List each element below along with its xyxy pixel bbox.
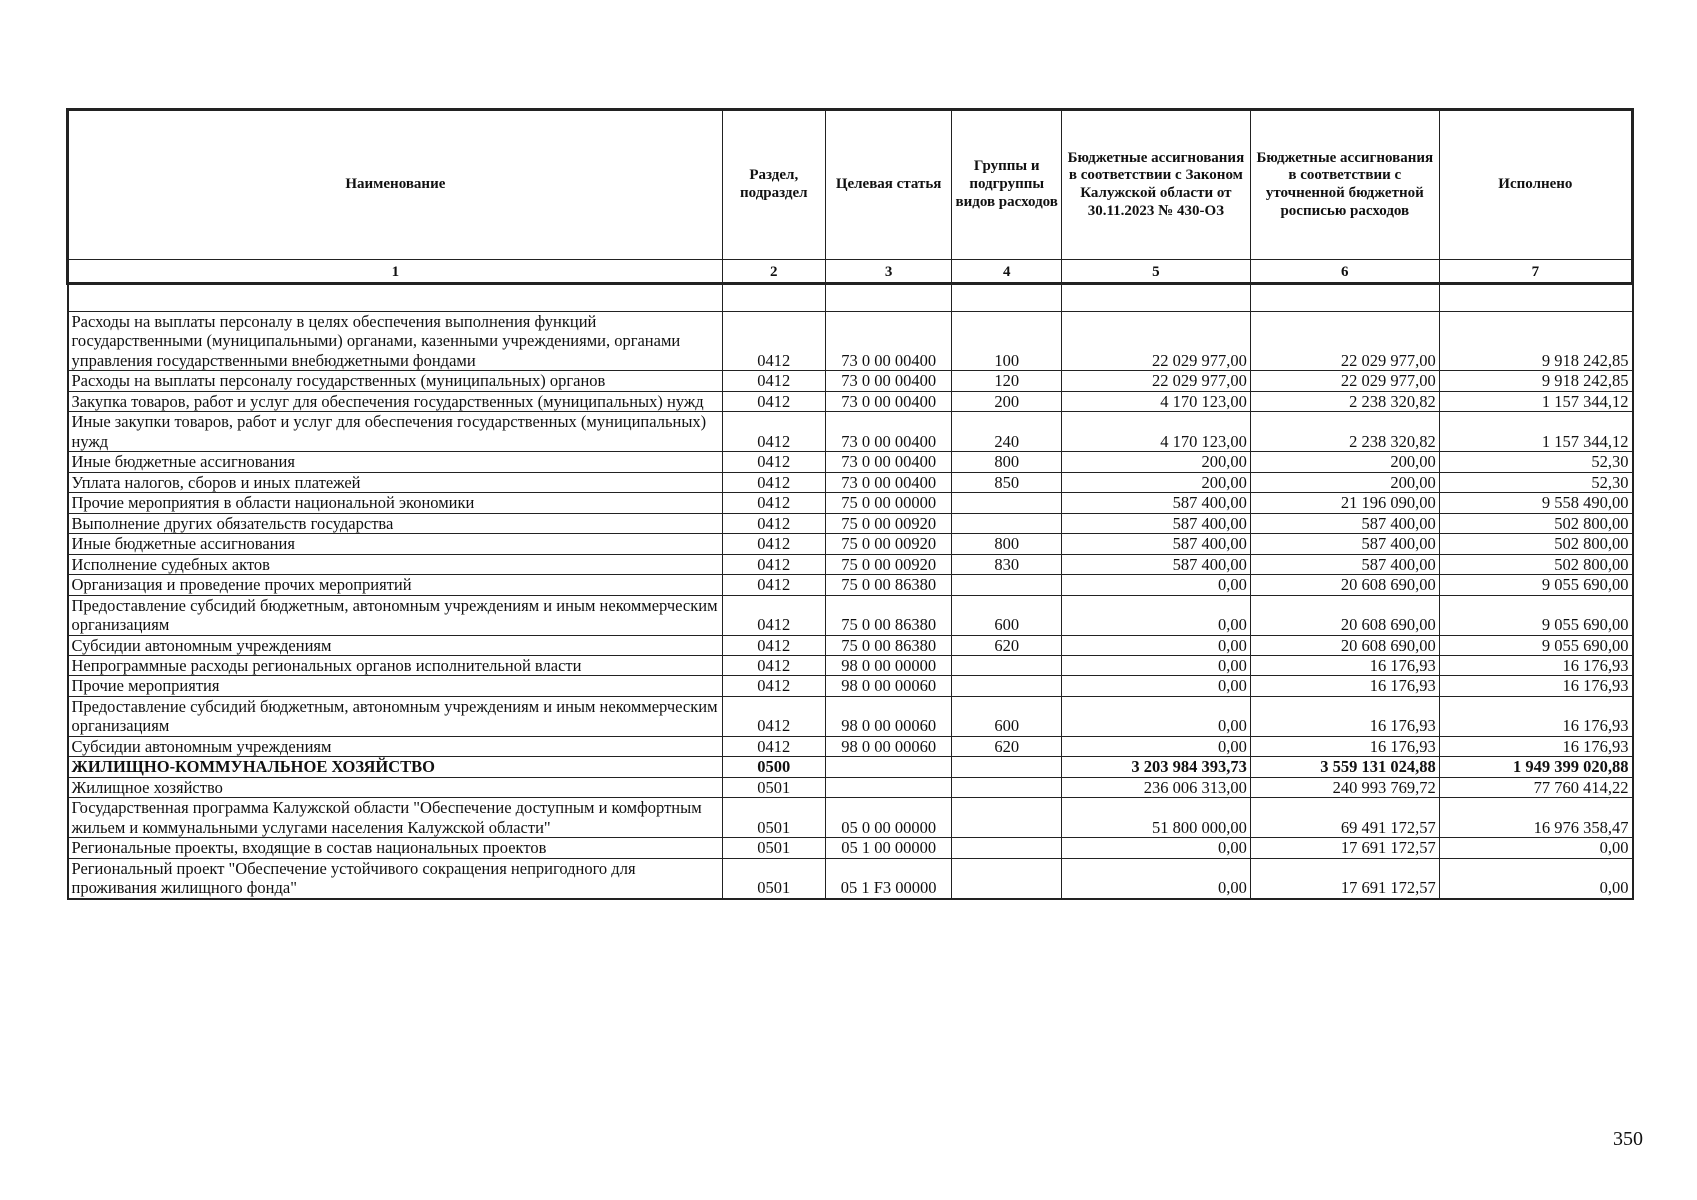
row-expense-group [952, 858, 1061, 898]
row-target-article: 75 0 00 86380 [825, 575, 952, 595]
row-name: Субсидии автономным учреждениям [68, 736, 723, 756]
table-row [68, 493, 1633, 513]
row-executed-amount: 9 918 242,85 [1439, 312, 1632, 371]
row-name: Предоставление субсидий бюджетным, автономным учреждениям и иным некоммерческим организациям [68, 595, 723, 635]
row-executed-amount: 16 176,93 [1439, 736, 1632, 756]
table-row [68, 534, 1633, 554]
row-expense-group [952, 676, 1061, 696]
row-law-amount: 3 203 984 393,73 [1061, 757, 1250, 777]
row-refined-amount: 22 029 977,00 [1250, 312, 1439, 371]
row-law-amount: 200,00 [1061, 452, 1250, 472]
row-section: 0412 [722, 412, 825, 452]
row-expense-group [952, 838, 1061, 858]
table-row [68, 757, 1633, 777]
row-expense-group: 120 [952, 371, 1061, 391]
row-expense-group: 850 [952, 472, 1061, 492]
row-refined-amount: 16 176,93 [1250, 676, 1439, 696]
row-target-article [825, 757, 952, 777]
row-section: 0412 [722, 736, 825, 756]
row-section: 0412 [722, 493, 825, 513]
row-law-amount: 587 400,00 [1061, 554, 1250, 574]
row-target-article: 98 0 00 00060 [825, 676, 952, 696]
row-target-article: 75 0 00 00920 [825, 513, 952, 533]
table-row [68, 798, 1633, 838]
row-executed-amount: 502 800,00 [1439, 513, 1632, 533]
row-executed-amount: 0,00 [1439, 838, 1632, 858]
row-target-article: 75 0 00 86380 [825, 635, 952, 655]
row-refined-amount: 20 608 690,00 [1250, 575, 1439, 595]
row-name: Расходы на выплаты персоналу государственных (муниципальных) органов [68, 371, 723, 391]
column-number: 5 [1061, 260, 1250, 284]
row-executed-amount: 1 949 399 020,88 [1439, 757, 1632, 777]
row-refined-amount: 16 176,93 [1250, 655, 1439, 675]
row-law-amount: 587 400,00 [1061, 513, 1250, 533]
row-executed-amount: 9 055 690,00 [1439, 595, 1632, 635]
row-section: 0412 [722, 513, 825, 533]
row-refined-amount: 22 029 977,00 [1250, 371, 1439, 391]
header-expense-groups: Группы и подгруппы видов расходов [952, 110, 1061, 260]
row-law-amount: 0,00 [1061, 575, 1250, 595]
row-executed-amount: 9 558 490,00 [1439, 493, 1632, 513]
row-name: Организация и проведение прочих мероприятий [68, 575, 723, 595]
row-executed-amount: 52,30 [1439, 472, 1632, 492]
row-expense-group: 100 [952, 312, 1061, 371]
row-expense-group [952, 493, 1061, 513]
row-executed-amount: 16 176,93 [1439, 676, 1632, 696]
row-section: 0412 [722, 655, 825, 675]
table-row [68, 635, 1633, 655]
row-expense-group [952, 655, 1061, 675]
row-refined-amount: 17 691 172,57 [1250, 838, 1439, 858]
row-executed-amount: 9 055 690,00 [1439, 635, 1632, 655]
row-refined-amount: 2 238 320,82 [1250, 412, 1439, 452]
row-law-amount: 22 029 977,00 [1061, 312, 1250, 371]
row-section: 0412 [722, 676, 825, 696]
row-refined-amount: 69 491 172,57 [1250, 798, 1439, 838]
row-executed-amount: 1 157 344,12 [1439, 391, 1632, 411]
row-target-article: 75 0 00 86380 [825, 595, 952, 635]
row-executed-amount: 77 760 414,22 [1439, 777, 1632, 797]
table-row [68, 696, 1633, 736]
table-row [68, 858, 1633, 898]
header-executed: Исполнено [1439, 110, 1632, 260]
table-row [68, 575, 1633, 595]
row-refined-amount: 200,00 [1250, 452, 1439, 472]
row-law-amount: 22 029 977,00 [1061, 371, 1250, 391]
row-law-amount: 236 006 313,00 [1061, 777, 1250, 797]
row-law-amount: 0,00 [1061, 676, 1250, 696]
row-law-amount: 200,00 [1061, 472, 1250, 492]
row-law-amount: 587 400,00 [1061, 534, 1250, 554]
row-expense-group: 600 [952, 696, 1061, 736]
row-law-amount: 0,00 [1061, 595, 1250, 635]
row-name: ЖИЛИЩНО-КОММУНАЛЬНОЕ ХОЗЯЙСТВО [68, 757, 723, 777]
row-section: 0412 [722, 595, 825, 635]
row-section: 0412 [722, 312, 825, 371]
row-target-article: 73 0 00 00400 [825, 391, 952, 411]
row-law-amount: 51 800 000,00 [1061, 798, 1250, 838]
row-name: Государственная программа Калужской области "Обеспечение доступным и комфортным жильем и коммунальными услугами населения Калужской области" [68, 798, 723, 838]
table-row [68, 312, 1633, 371]
row-section: 0501 [722, 798, 825, 838]
row-name: Непрограммные расходы региональных органов исполнительной власти [68, 655, 723, 675]
row-expense-group [952, 777, 1061, 797]
table-row [68, 452, 1633, 472]
column-number: 6 [1250, 260, 1439, 284]
row-executed-amount: 502 800,00 [1439, 534, 1632, 554]
row-expense-group: 620 [952, 635, 1061, 655]
row-section: 0412 [722, 635, 825, 655]
row-target-article: 75 0 00 00000 [825, 493, 952, 513]
row-target-article: 98 0 00 00060 [825, 736, 952, 756]
row-section: 0412 [722, 371, 825, 391]
row-law-amount: 587 400,00 [1061, 493, 1250, 513]
header-name: Наименование [68, 110, 723, 260]
row-name: Расходы на выплаты персоналу в целях обеспечения выполнения функций государственными (муниципальными) органами, казенными учреждениями, органами управления государственными внебюджетными фондами [68, 312, 723, 371]
row-law-amount: 0,00 [1061, 655, 1250, 675]
row-target-article: 73 0 00 00400 [825, 472, 952, 492]
row-target-article: 75 0 00 00920 [825, 534, 952, 554]
row-refined-amount: 20 608 690,00 [1250, 595, 1439, 635]
row-expense-group: 800 [952, 534, 1061, 554]
row-name: Исполнение судебных актов [68, 554, 723, 574]
row-name: Жилищное хозяйство [68, 777, 723, 797]
table-row [68, 595, 1633, 635]
row-name: Закупка товаров, работ и услуг для обеспечения государственных (муниципальных) нужд [68, 391, 723, 411]
row-law-amount: 0,00 [1061, 696, 1250, 736]
row-executed-amount: 16 976 358,47 [1439, 798, 1632, 838]
row-target-article: 05 1 00 00000 [825, 838, 952, 858]
row-name: Прочие мероприятия [68, 676, 723, 696]
table-row [68, 736, 1633, 756]
row-law-amount: 0,00 [1061, 635, 1250, 655]
row-section: 0500 [722, 757, 825, 777]
row-target-article: 98 0 00 00060 [825, 696, 952, 736]
table-row [68, 472, 1633, 492]
row-name: Региональные проекты, входящие в состав национальных проектов [68, 838, 723, 858]
column-number: 4 [952, 260, 1061, 284]
row-refined-amount: 587 400,00 [1250, 513, 1439, 533]
table-row [68, 391, 1633, 411]
row-target-article: 73 0 00 00400 [825, 312, 952, 371]
row-executed-amount: 16 176,93 [1439, 655, 1632, 675]
row-name: Субсидии автономным учреждениям [68, 635, 723, 655]
row-law-amount: 4 170 123,00 [1061, 391, 1250, 411]
table-row [68, 412, 1633, 452]
row-section: 0501 [722, 858, 825, 898]
row-name: Региональный проект "Обеспечение устойчивого сокращения непригодного для проживания жилищного фонда" [68, 858, 723, 898]
row-expense-group [952, 513, 1061, 533]
row-name: Иные закупки товаров, работ и услуг для обеспечения государственных (муниципальных) нужд [68, 412, 723, 452]
row-law-amount: 0,00 [1061, 858, 1250, 898]
row-refined-amount: 587 400,00 [1250, 534, 1439, 554]
table-row [68, 655, 1633, 675]
row-target-article: 05 1 F3 00000 [825, 858, 952, 898]
row-refined-amount: 200,00 [1250, 472, 1439, 492]
row-name: Выполнение других обязательств государства [68, 513, 723, 533]
header-refined-allocations: Бюджетные ассигнования в соответствии с уточненной бюджетной росписью расходов [1250, 110, 1439, 260]
column-number-row [68, 260, 1633, 284]
row-law-amount: 4 170 123,00 [1061, 412, 1250, 452]
row-target-article: 73 0 00 00400 [825, 412, 952, 452]
spacer-row [68, 284, 1633, 312]
row-name: Иные бюджетные ассигнования [68, 452, 723, 472]
row-refined-amount: 587 400,00 [1250, 554, 1439, 574]
column-number: 3 [825, 260, 952, 284]
row-target-article: 05 0 00 00000 [825, 798, 952, 838]
table-row [68, 513, 1633, 533]
budget-table [66, 108, 1634, 900]
row-section: 0501 [722, 838, 825, 858]
row-section: 0412 [722, 696, 825, 736]
row-target-article: 73 0 00 00400 [825, 371, 952, 391]
row-target-article: 73 0 00 00400 [825, 452, 952, 472]
row-expense-group: 830 [952, 554, 1061, 574]
row-refined-amount: 21 196 090,00 [1250, 493, 1439, 513]
row-refined-amount: 3 559 131 024,88 [1250, 757, 1439, 777]
row-expense-group: 800 [952, 452, 1061, 472]
row-name: Уплата налогов, сборов и иных платежей [68, 472, 723, 492]
row-name: Иные бюджетные ассигнования [68, 534, 723, 554]
row-law-amount: 0,00 [1061, 736, 1250, 756]
row-name: Предоставление субсидий бюджетным, автономным учреждениям и иным некоммерческим организациям [68, 696, 723, 736]
row-executed-amount: 9 055 690,00 [1439, 575, 1632, 595]
table-row [68, 676, 1633, 696]
table-row [68, 777, 1633, 797]
row-name: Прочие мероприятия в области национальной экономики [68, 493, 723, 513]
row-executed-amount: 502 800,00 [1439, 554, 1632, 574]
row-refined-amount: 16 176,93 [1250, 736, 1439, 756]
row-section: 0412 [722, 554, 825, 574]
row-target-article [825, 777, 952, 797]
row-executed-amount: 0,00 [1439, 858, 1632, 898]
row-refined-amount: 16 176,93 [1250, 696, 1439, 736]
row-refined-amount: 17 691 172,57 [1250, 858, 1439, 898]
row-executed-amount: 9 918 242,85 [1439, 371, 1632, 391]
row-expense-group: 600 [952, 595, 1061, 635]
header-section: Раздел, подраздел [722, 110, 825, 260]
row-law-amount: 0,00 [1061, 838, 1250, 858]
page-number: 350 [1613, 1128, 1643, 1150]
row-refined-amount: 2 238 320,82 [1250, 391, 1439, 411]
table-row [68, 371, 1633, 391]
row-expense-group [952, 798, 1061, 838]
row-executed-amount: 1 157 344,12 [1439, 412, 1632, 452]
header-law-allocations: Бюджетные ассигнования в соответствии с Законом Калужской области от 30.11.2023 № 430-ОЗ [1061, 110, 1250, 260]
table-body [68, 284, 1633, 899]
row-expense-group: 200 [952, 391, 1061, 411]
table-row [68, 554, 1633, 574]
row-expense-group: 240 [952, 412, 1061, 452]
row-section: 0412 [722, 472, 825, 492]
column-number: 2 [722, 260, 825, 284]
row-target-article: 75 0 00 00920 [825, 554, 952, 574]
row-expense-group [952, 757, 1061, 777]
row-expense-group [952, 575, 1061, 595]
row-section: 0501 [722, 777, 825, 797]
table-row [68, 838, 1633, 858]
row-section: 0412 [722, 391, 825, 411]
row-executed-amount: 16 176,93 [1439, 696, 1632, 736]
row-section: 0412 [722, 575, 825, 595]
column-number: 1 [68, 260, 723, 284]
row-refined-amount: 240 993 769,72 [1250, 777, 1439, 797]
header-target-article: Целевая статья [825, 110, 952, 260]
table-header [68, 110, 1633, 284]
row-section: 0412 [722, 534, 825, 554]
row-expense-group: 620 [952, 736, 1061, 756]
row-target-article: 98 0 00 00000 [825, 655, 952, 675]
row-refined-amount: 20 608 690,00 [1250, 635, 1439, 655]
row-executed-amount: 52,30 [1439, 452, 1632, 472]
column-number: 7 [1439, 260, 1632, 284]
row-section: 0412 [722, 452, 825, 472]
